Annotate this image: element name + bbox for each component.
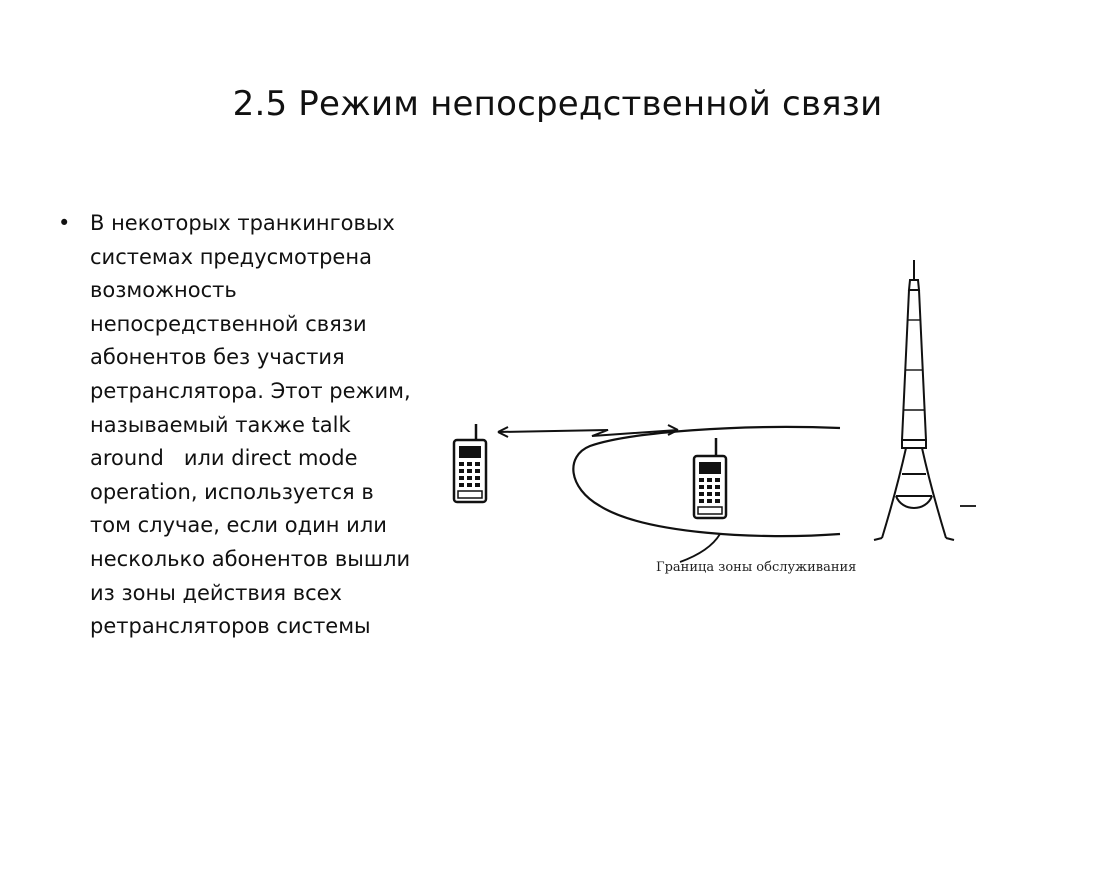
bullet-list xyxy=(58,207,448,644)
repeater-tower-icon xyxy=(874,260,954,540)
bullet-line: ретранслятора. Этот режим, xyxy=(90,378,411,403)
bullet-dot-icon: • xyxy=(58,211,71,235)
bullet-line: называемый также talk xyxy=(90,412,351,437)
bullet-line: том случае, если один или xyxy=(90,513,387,538)
bullet-line: абонентов без участия xyxy=(90,345,345,370)
bullet-line: operation, используется в xyxy=(90,479,374,504)
zone-caption: Граница зоны обслуживания xyxy=(656,560,857,575)
diagram-svg xyxy=(440,250,1000,610)
slide-title: 2.5 Режим непосредственной связи xyxy=(232,84,883,124)
bullet-line: ретрансляторов системы xyxy=(90,614,371,639)
bullet-line: системах предусмотрена xyxy=(90,244,372,269)
bullet-line: В некоторых транкинговых xyxy=(90,211,395,235)
radio-handset-inside-icon xyxy=(694,438,726,518)
bullet-item xyxy=(58,207,448,644)
bullet-line: из зоны действия всех xyxy=(90,580,342,605)
direct-link-arrow xyxy=(498,425,678,437)
bullet-line: around или direct mode xyxy=(90,446,358,471)
radio-handset-outside-icon xyxy=(454,424,486,502)
bullet-line: непосредственной связи xyxy=(90,311,367,336)
bullet-line: несколько абонентов вышли xyxy=(90,546,411,571)
caption-leader-line xyxy=(680,534,720,562)
bullet-line: возможность xyxy=(90,278,237,303)
direct-mode-diagram xyxy=(440,250,1000,610)
